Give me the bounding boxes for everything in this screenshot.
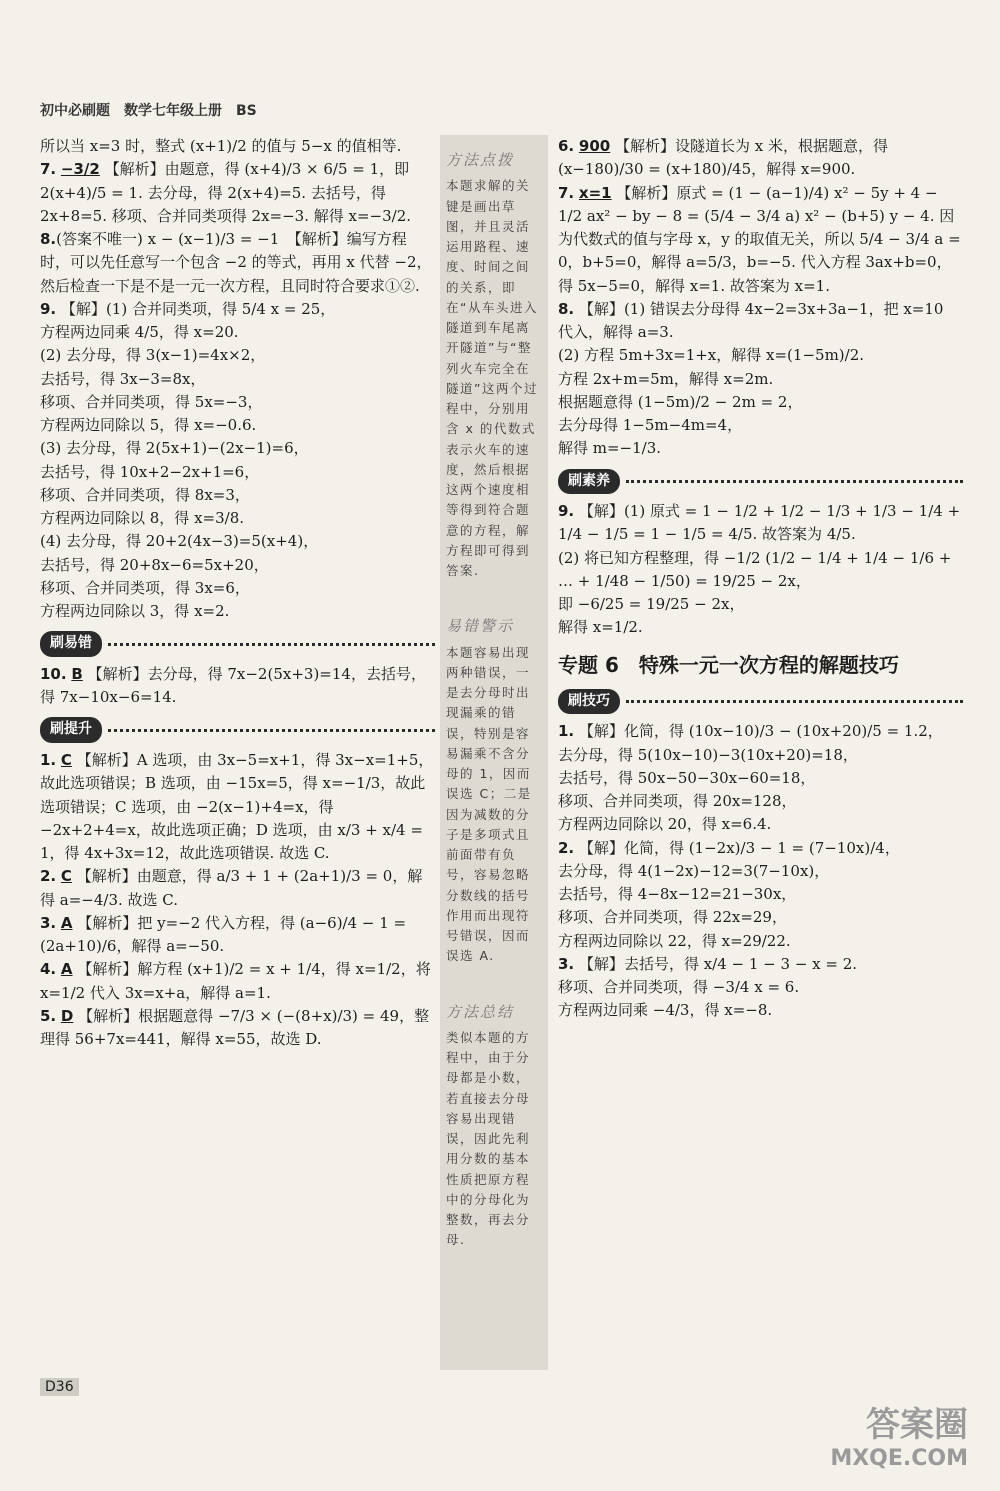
question-number: 7. [558, 183, 575, 202]
solution-line: 去分母得 1−5m−4m=4， [558, 416, 743, 434]
tip-box [446, 1001, 542, 1251]
question-number: 8. [558, 299, 575, 318]
dotted-rule [626, 700, 963, 703]
answer-choice: A [60, 913, 73, 932]
question-item [558, 953, 963, 976]
section-badge: 刷易错 [40, 631, 102, 657]
analysis-tag: 【解析】 [76, 867, 137, 886]
question-number: 2. [558, 838, 575, 857]
section-badge: 刷提升 [40, 717, 102, 743]
tip-title: 方法总结 [446, 1002, 515, 1021]
solution-line: 解得 m=−1/3. [558, 439, 662, 458]
analysis-tag: 【解析】 [87, 664, 148, 683]
solution-line: 移项、合并同类项，得 −3/4 x = 6. [558, 978, 800, 997]
solution-line: 移项、合并同类项，得 3x=6， [40, 578, 250, 597]
question-text: A 选项，由 3x−5=x+1，得 3x−x=1+5，故此选项错误；B 选项，由 −15x=5，得 x=−1/3，故此选项错误；C 选项，由 −2(x−1)+4=x，得 −2x+2+4=x，故此选项正确；D 选项，由 x/3 + x/4 = 1，得 4x+3x=12，故此选项错误. 故选 C. [40, 751, 434, 863]
solution-line: 根据题意得 (1−5m)/2 − 2m = 2， [558, 392, 803, 411]
solution-line: 去括号，得 50x−50−30x−60=18， [558, 768, 816, 787]
question-item [558, 182, 966, 298]
analysis-tag: 【解】 [578, 299, 624, 318]
solution-line: 去括号，得 20+8x−6=5x+20， [40, 555, 269, 574]
analysis-tag: 【解】 [578, 502, 624, 521]
question-item [40, 958, 435, 1005]
question-text: 由题意，得 a/3 + 1 + (2a+1)/3 = 0，解得 a=−4/3. 故选 C. [40, 867, 423, 909]
solution-line: 方程两边同乘 −4/3，得 x=−8. [558, 1001, 773, 1020]
answer-choice: C [60, 867, 72, 886]
page-number: D36 [40, 1378, 79, 1396]
answer-choice: A [60, 960, 73, 979]
question-text: 根据题意得 −7/3 × (−(8+x)/3) = 49，整理得 56+7x=441，解得 x=55，故选 D. [40, 1006, 430, 1049]
section-banner [558, 469, 963, 495]
analysis-tag: 【解析】 [615, 137, 676, 155]
question-item [40, 298, 435, 321]
question-item [40, 158, 435, 228]
question-text: (答案不唯一) x − (x−1)/3 = −1 【解析】编写方程时，可以先任意写一个包含 −2 的等式，再用 x 代替 −2，然后检查一下是不是一元一次方程，且同时符合要求①②. [40, 230, 432, 295]
question-item [40, 865, 435, 912]
question-item [558, 298, 963, 345]
question-text: 设隧道长为 x 米，根据题意，得 (x−180)/30 = (x+180)/45，解得 x=900. [558, 137, 893, 179]
question-number: 3. [558, 954, 575, 973]
question-item [558, 500, 963, 547]
solution-line: 所以当 x=3 时，整式 (x+1)/2 的值与 5−x 的值相等. [40, 137, 402, 155]
solution-line: 方程两边同除以 3，得 x=2. [40, 602, 230, 620]
analysis-tag: 【解析】 [77, 913, 138, 932]
question-text: 化简，得 (1−2x)/3 − 1 = (7−10x)/4， [623, 838, 900, 857]
tip-title: 易错警示 [446, 617, 515, 636]
analysis-tag: 【解析】 [77, 960, 138, 979]
analysis-tag: 【解】 [60, 299, 106, 318]
left-column [40, 135, 435, 1051]
question-text: (1) 错误去分母得 4x−2=3x+3a−1，把 x=10 代入，解得 a=3. [558, 299, 949, 341]
solution-line: 移项、合并同类项，得 22x=29， [558, 908, 787, 927]
solution-line: 方程两边同除以 22，得 x=29/22. [558, 931, 791, 950]
page-header: 初中必刷题 数学七年级上册 BS [40, 103, 257, 119]
question-item [40, 912, 435, 959]
solution-line: (2) 将已知方程整理，得 −1/2 (1/2 − 1/4 + 1/4 − 1/6 + … + 1/48 − 1/50) = 19/25 − 2x， [558, 548, 957, 590]
topic-title: 专题 6 特殊一元一次方程的解题技巧 [558, 652, 899, 677]
question-text: 把 y=−2 代入方程，得 (a−6)/4 − 1 = (2a+10)/6，解得 a=−50. [40, 913, 411, 956]
dotted-rule [108, 729, 435, 732]
question-number: 9. [40, 299, 57, 318]
question-number: 4. [40, 960, 57, 979]
tip-text: 类似本题的方程中，由于分母都是小数，若直接去分母容易出现错误，因此先利用分数的基本性质把原方程中的分母化为整数，再去分母. [446, 1029, 531, 1248]
question-text: 解方程 (x+1)/2 = x + 1/4，得 x=1/2，将 x=1/2 代入 3x=x+a，解得 a=1. [40, 960, 436, 1002]
question-number: 3. [40, 913, 57, 932]
question-number: 1. [558, 722, 575, 741]
section-badge: 刷素养 [558, 469, 620, 495]
dotted-rule [108, 643, 435, 646]
solution-line: 方程两边同乘 4/5，得 x=20. [40, 323, 239, 341]
question-number: 5. [40, 1006, 57, 1025]
tip-title: 方法点拨 [446, 151, 515, 169]
question-number: 1. [40, 751, 57, 770]
solution-line: (2) 去分母，得 3(x−1)=4x×2， [40, 346, 266, 365]
solution-line: 去括号，得 10x+2−2x+1=6， [40, 462, 260, 481]
question-number: 10. [40, 664, 67, 683]
question-item [558, 135, 963, 182]
question-item [40, 1005, 435, 1052]
question-number: 9. [558, 502, 575, 521]
analysis-tag: 【解】 [578, 954, 624, 973]
answer-choice: D [60, 1006, 74, 1025]
solution-line: 解得 x=1/2. [558, 618, 643, 637]
question-text: (1) 合并同类项，得 5/4 x = 25， [105, 299, 336, 318]
solution-line: 去括号，得 3x−3=8x， [40, 369, 206, 388]
right-column [558, 135, 966, 1023]
analysis-tag: 【解析】 [616, 183, 677, 202]
question-text: 化简，得 (10x−10)/3 − (10x+20)/5 = 1.2， [623, 722, 943, 741]
solution-line: 去括号，得 4−8x−12=21−30x， [558, 885, 797, 904]
watermark-line2: MXQE.COM [830, 1446, 968, 1471]
answer-choice: 900 [578, 137, 611, 155]
solution-line: (4) 去分母，得 20+2(4x−3)=5(x+4)， [40, 532, 319, 551]
solution-line: 方程两边同除以 5，得 x=−0.6. [40, 416, 257, 434]
question-item [40, 749, 435, 865]
tip-text: 本题求解的关键是画出草图，并且灵活运用路程、速度、时间之间的关系，即在“从车头进入隧道到车尾离开隧道”与“整列火车完全在隧道”这两个过程中，分别用含 x 的代数式表示火车的速度，然后根据这两个速度相等得到符合题意的方程，解方程即可得到答案. [446, 178, 538, 578]
solution-line: 方程两边同除以 8，得 x=3/8. [40, 509, 245, 527]
question-number: 8. [40, 230, 57, 248]
section-banner [558, 689, 963, 715]
question-text: (1) 原式 = 1 − 1/2 + 1/2 − 1/3 + 1/3 − 1/4 + 1/4 − 1/5 = 1 − 1/5 = 4/5. 故答案为 4/5. [558, 502, 965, 544]
watermark-line1: 答案圈 [866, 1405, 968, 1445]
question-number: 6. [558, 137, 575, 155]
question-text: 由题意，得 (x+4)/3 × 6/5 = 1，即 2(x+4)/5 = 1. 去分母，得 2(x+4)=5. 去括号，得 2x+8=5. 移项、合并同类项得 2x=−3. 解得 x=−3/2. [40, 160, 414, 225]
analysis-tag: 【解】 [578, 722, 624, 741]
solution-line: (3) 去分母，得 2(5x+1)−(2x−1)=6， [40, 439, 309, 458]
tip-box [446, 615, 542, 966]
solution-line: 方程 2x+m=5m，解得 x=2m. [558, 369, 774, 388]
question-number: 2. [40, 867, 57, 886]
question-item [558, 837, 963, 860]
section-badge: 刷技巧 [558, 689, 620, 715]
question-text: 去括号，得 x/4 − 1 − 3 − x = 2. [623, 954, 858, 973]
answer-choice: x=1 [578, 183, 612, 202]
solution-line: 移项、合并同类项，得 8x=3， [40, 485, 250, 504]
watermark-logo [830, 1397, 968, 1471]
analysis-tag: 【解析】 [76, 751, 137, 770]
question-item [558, 720, 963, 743]
solution-line: 方程两边同除以 20，得 x=6.4. [558, 815, 772, 834]
question-item [40, 228, 435, 298]
tip-text: 本题容易出现两种错误，一是去分母时出现漏乘的错误，特别是容易漏乘不含分母的 1，因而误选 C；二是因为减数的分子是多项式且前面带有负号，容易忽略分数线的括号作用而出现符号错误，因而误选 A. [446, 644, 532, 964]
answer-choice: C [60, 751, 72, 770]
question-text: 原式 = (1 − (a−1)/4) x² − 5y + 4 − 1/2 ax² − by − 8 = (5/4 − 3/4 a) x² − (b+5) y − 4. 因为代数式的值与字母 x，y 的取值无关，所以 5/4 − 3/4 a = 0，b+5=0，解得 a=5/3，b=−5. 代入方程 3ax+b=0，得 5x−5=0，解得 x=1. 故答案为 x=1. [558, 183, 966, 295]
analysis-tag: 【解】 [578, 838, 624, 857]
section-banner [40, 717, 435, 743]
analysis-tag: 【解析】 [104, 160, 165, 179]
question-text: 去分母，得 7x−2(5x+3)=14，去括号，得 7x−10x−6=14. [40, 664, 426, 707]
solution-line: 移项、合并同类项，得 5x=−3， [40, 392, 263, 411]
answer-choice: B [71, 664, 83, 683]
solution-line: (2) 方程 5m+3x=1+x，解得 x=(1−5m)/2. [558, 346, 865, 365]
question-number: 7. [40, 160, 57, 179]
dotted-rule [626, 480, 963, 483]
solution-line: 即 −6/25 = 19/25 − 2x， [558, 595, 745, 614]
solution-line: 去分母，得 4(1−2x)−12=3(7−10x)， [558, 861, 830, 880]
answer-choice: −3/2 [60, 160, 100, 179]
analysis-tag: 【解析】 [78, 1006, 139, 1025]
tip-box [446, 149, 542, 581]
solution-line: 去分母，得 5(10x−10)−3(10x+20)=18， [558, 745, 858, 764]
solution-line: 移项、合并同类项，得 20x=128， [558, 792, 797, 811]
question-item [40, 663, 435, 710]
section-banner [40, 631, 435, 657]
tips-sidebar [440, 135, 548, 1370]
